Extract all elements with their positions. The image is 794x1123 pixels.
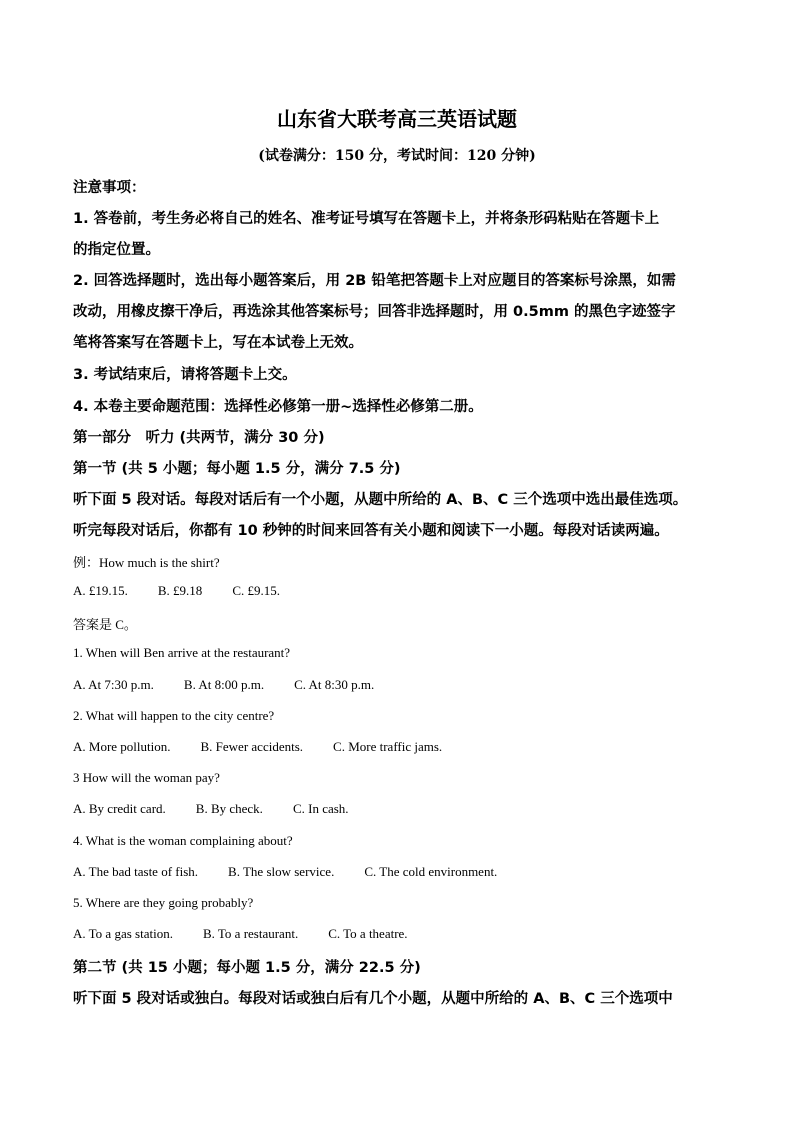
notice-line: 2. 回答选择题时，选出每小题答案后，用 2B 铅笔把答题卡上对应题目的答案标号涂黑，如需 [73,273,676,289]
example-answer: 答案是 C。 [73,617,137,632]
option: B. At 8:00 p.m. [183,677,265,692]
notice-line: 的指定位置。 [73,242,160,258]
option: B. To a restaurant. [202,926,299,941]
example-question: 例：How much is the shirt? [73,555,220,570]
part-heading: 第一部分 听力 (共两节，满分 30 分) [73,430,325,446]
option: A. The bad taste of fish. [73,864,199,879]
option: A. £19.15. [73,583,128,598]
page-subtitle: (试卷满分：150 分，考试时间：120 分钟) [258,148,536,164]
notice-line: 改动，用橡皮擦干净后，再选涂其他答案标号；回答非选择题时，用 0.5mm 的黑色字迹签字 [73,304,676,320]
notice-line: 1. 答卷前，考生务必将自己的姓名、准考证号填写在答题卡上，并将条形码粘贴在答题卡上 [73,211,660,227]
option: A. To a gas station. [73,926,173,941]
option: C. In cash. [292,801,349,816]
section-heading: 第二节 (共 15 小题；每小题 1.5 分，满分 22.5 分) [73,960,421,976]
option: C. To a theatre. [328,926,408,941]
notice-line: 笔将答案写在答题卡上，写在本试卷上无效。 [73,335,363,351]
option: A. By credit card. [73,801,166,816]
option: B. £9.18 [157,583,203,598]
instruction-line: 听完每段对话后，你都有 10 秒钟的时间来回答有关小题和阅读下一小题。每段对话读两遍。 [73,523,669,539]
option: A. At 7:30 p.m. [73,677,154,692]
option: B. The slow service. [228,864,335,879]
notice-line: 3. 考试结束后，请将答题卡上交。 [73,367,297,383]
section-heading: 第一节 (共 5 小题；每小题 1.5 分，满分 7.5 分) [73,461,401,477]
page-title: 山东省大联考高三英语试题 [277,107,517,131]
option: C. At 8:30 p.m. [294,677,375,692]
option: A. More pollution. [73,739,171,754]
option: B. By check. [195,801,263,816]
option: C. The cold environment. [364,864,498,879]
notice-line: 4. 本卷主要命题范围：选择性必修第一册~选择性必修第二册。 [73,399,483,415]
question: 1. When will Ben arrive at the restaurant? [73,645,291,660]
instruction-line: 听下面 5 段对话。每段对话后有一个小题，从题中所给的 A、B、C 三个选项中选出最佳选项。 [73,492,688,508]
option: C. More traffic jams. [333,739,443,754]
instruction-line: 听下面 5 段对话或独白。每段对话或独白后有几个小题，从题中所给的 A、B、C 三个选项中 [73,991,673,1007]
example-options [73,583,280,599]
question: 2. What will happen to the city centre? [73,708,275,723]
question: 5. Where are they going probably? [73,895,254,910]
question-options [73,864,497,880]
question-options [73,739,442,755]
question: 3 How will the woman pay? [73,770,220,785]
question-options [73,926,408,942]
option: B. Fewer accidents. [200,739,304,754]
question: 4. What is the woman complaining about? [73,833,293,848]
question-options [73,801,349,817]
notice-heading: 注意事项： [73,180,146,196]
question-options [73,677,374,693]
option: C. £9.15. [232,583,280,598]
